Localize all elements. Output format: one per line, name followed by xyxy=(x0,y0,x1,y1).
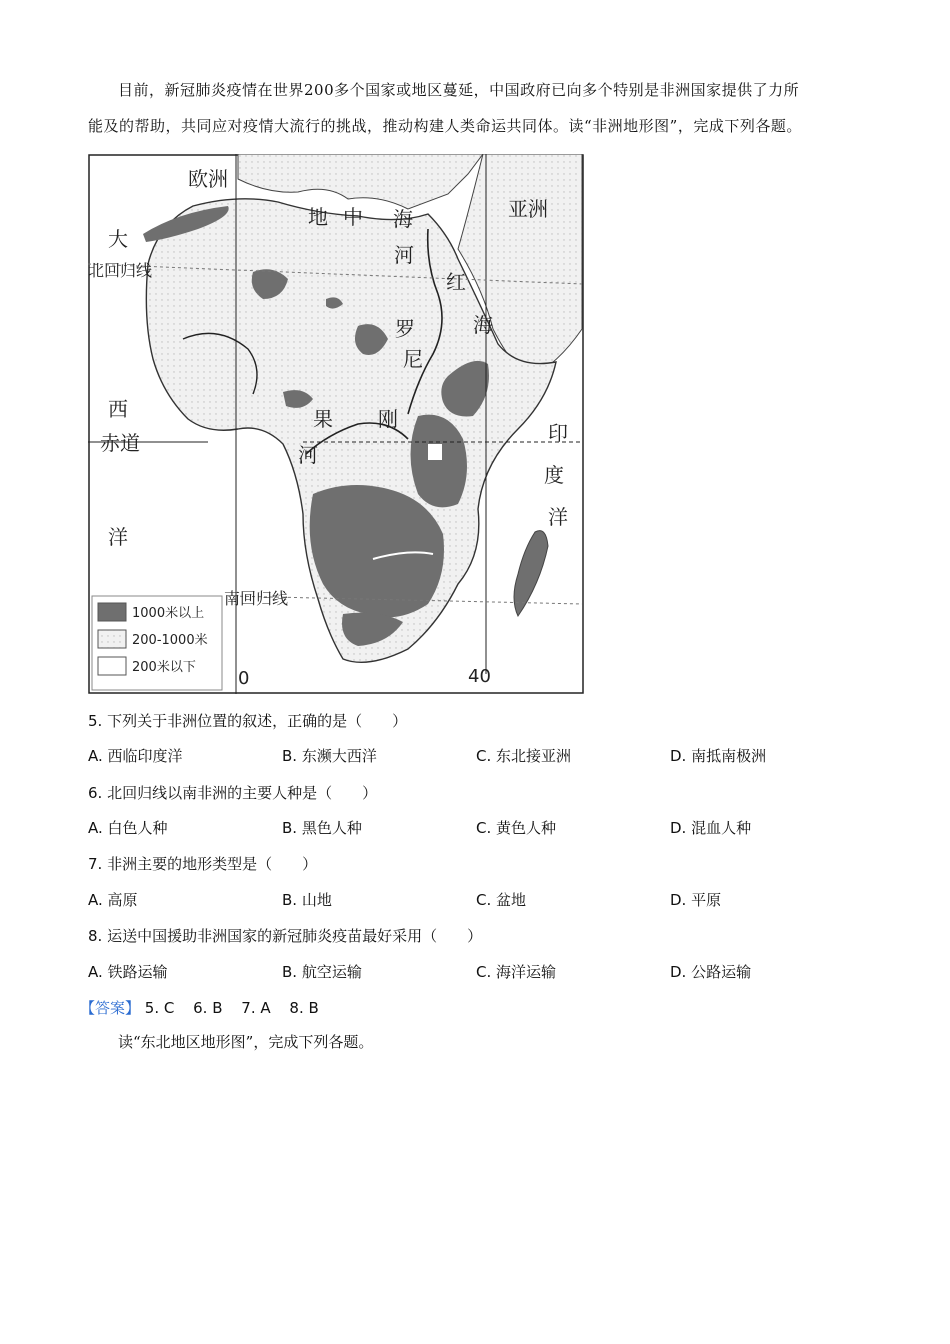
label-tropic-capricorn: 南回归线 xyxy=(224,589,289,608)
legend-swatch-high xyxy=(98,603,126,621)
option-5b[interactable]: B. 东濒大西洋 xyxy=(282,747,377,765)
legend-label-low: 200米以下 xyxy=(132,660,196,675)
africa-terrain-map xyxy=(88,154,584,694)
label-atlantic-3: 洋 xyxy=(108,525,128,549)
label-tropic-cancer: 北回归线 xyxy=(88,261,153,280)
label-med-1: 地 xyxy=(308,205,328,229)
map-legend xyxy=(92,596,222,690)
intro-line-1: 目前，新冠肺炎疫情在世界200多个国家或地区蔓延，中国政府已向多个特别是非洲国家提供了力所 xyxy=(118,81,800,99)
legend-swatch-mid xyxy=(98,630,126,648)
label-lon-40: 40 xyxy=(468,666,491,687)
option-6b[interactable]: B. 黑色人种 xyxy=(282,819,362,837)
option-8c[interactable]: C. 海洋运输 xyxy=(476,963,557,981)
option-7a[interactable]: A. 高原 xyxy=(88,891,138,909)
option-5c[interactable]: C. 东北接亚洲 xyxy=(476,747,572,765)
label-indian-3: 洋 xyxy=(548,505,568,529)
option-6d[interactable]: D. 混血人种 xyxy=(670,819,752,837)
label-nile-2: 罗 xyxy=(395,317,415,341)
option-6c[interactable]: C. 黄色人种 xyxy=(476,819,557,837)
question-6-stem: 6. 北回归线以南非洲的主要人种是（ ） xyxy=(88,784,378,802)
next-section-intro: 读“东北地区地形图”，完成下列各题。 xyxy=(118,1033,374,1051)
label-congo-1: 刚 xyxy=(378,407,398,431)
answer-8: 8. B xyxy=(289,999,319,1017)
option-6a[interactable]: A. 白色人种 xyxy=(88,819,168,837)
label-equator: 赤道 xyxy=(100,431,140,455)
label-nile-3: 尼 xyxy=(403,347,423,371)
answer-6: 6. B xyxy=(193,999,223,1017)
option-7d[interactable]: D. 平原 xyxy=(670,891,722,909)
label-europe: 欧洲 xyxy=(188,167,228,191)
question-8-options xyxy=(88,961,888,983)
label-nile-1: 河 xyxy=(394,243,414,267)
option-8d[interactable]: D. 公路运输 xyxy=(670,963,752,981)
option-5a[interactable]: A. 西临印度洋 xyxy=(88,747,183,765)
option-7b[interactable]: B. 山地 xyxy=(282,891,332,909)
option-5d[interactable]: D. 南抵南极洲 xyxy=(670,747,767,765)
option-8b[interactable]: B. 航空运输 xyxy=(282,963,362,981)
label-indian-1: 印 xyxy=(548,421,568,445)
label-red-2: 海 xyxy=(473,313,493,337)
label-med-3: 海 xyxy=(393,207,413,231)
question-5-stem: 5. 下列关于非洲位置的叙述，正确的是（ ） xyxy=(88,712,408,730)
legend-swatch-low xyxy=(98,657,126,675)
label-red-1: 红 xyxy=(446,270,466,294)
question-8-stem: 8. 运送中国援助非洲国家的新冠肺炎疫苗最好采用（ ） xyxy=(88,927,483,945)
question-7-stem: 7. 非洲主要的地形类型是（ ） xyxy=(88,855,318,873)
answer-line xyxy=(80,997,333,1018)
label-atlantic-2: 西 xyxy=(108,397,128,421)
label-atlantic-1: 大 xyxy=(108,227,128,251)
lake-victoria xyxy=(428,444,442,460)
label-congo-3: 河 xyxy=(298,443,318,467)
answer-5: 5. C xyxy=(144,999,175,1017)
intro-paragraph xyxy=(88,72,878,144)
answer-tag: 【答案】 xyxy=(80,999,141,1017)
label-indian-2: 度 xyxy=(544,463,564,487)
label-med-2: 中 xyxy=(343,205,363,229)
legend-label-high: 1000米以上 xyxy=(132,606,205,621)
africa-map-svg xyxy=(88,154,584,694)
question-5-options xyxy=(88,745,888,767)
option-7c[interactable]: C. 盆地 xyxy=(476,891,527,909)
label-asia: 亚洲 xyxy=(508,197,548,221)
option-8a[interactable]: A. 铁路运输 xyxy=(88,963,168,981)
legend-label-mid: 200-1000米 xyxy=(132,633,208,648)
answer-7: 7. A xyxy=(241,999,271,1017)
question-6-options xyxy=(88,817,888,839)
question-7-options xyxy=(88,889,888,911)
label-congo-2: 果 xyxy=(313,407,333,431)
intro-line-2: 能及的帮助，共同应对疫情大流行的挑战，推动构建人类命运共同体。读“非洲地形图”，完成下列各题。 xyxy=(88,117,802,135)
label-lon-0: 0 xyxy=(238,668,250,689)
